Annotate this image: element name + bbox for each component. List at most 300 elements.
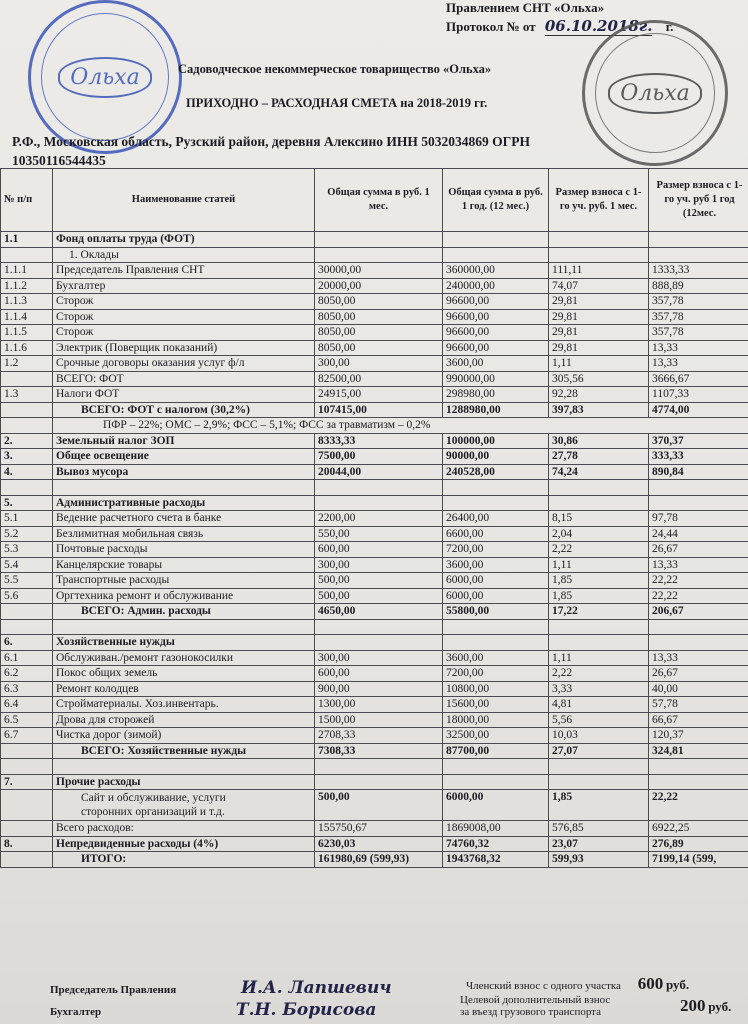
row-year-sum: 6600,00 bbox=[443, 526, 549, 542]
estimate-table bbox=[0, 168, 748, 868]
row-plot-year: 357,78 bbox=[649, 325, 748, 341]
row-number bbox=[1, 759, 53, 775]
row-plot-month: 576,85 bbox=[549, 821, 649, 837]
row-plot-year: 13,33 bbox=[649, 340, 748, 356]
row-plot-year: 26,67 bbox=[649, 542, 748, 558]
row-number: 1.2 bbox=[1, 356, 53, 372]
table-body bbox=[1, 232, 748, 868]
row-name-line: Сайт и обслуживание, услуги bbox=[81, 792, 226, 804]
row-year-sum bbox=[443, 480, 549, 496]
row-month-sum: 7308,33 bbox=[315, 743, 443, 759]
target-fee-amount bbox=[680, 996, 731, 1016]
row-number: 6.2 bbox=[1, 666, 53, 682]
tax-note: ПФР – 22%; ОМС – 2,9%; ФСС – 5,1%; ФСС за травматизм – 0,2% bbox=[53, 418, 748, 434]
table-row bbox=[1, 588, 748, 604]
row-month-sum: 2708,33 bbox=[315, 728, 443, 744]
row-plot-month: 23,07 bbox=[549, 836, 649, 852]
row-plot-year: 370,37 bbox=[649, 433, 748, 449]
row-year-sum: 15600,00 bbox=[443, 697, 549, 713]
row-plot-month bbox=[549, 635, 649, 651]
row-name: Покос общих земель bbox=[53, 666, 315, 682]
row-number: 1.1 bbox=[1, 232, 53, 248]
row-month-sum bbox=[315, 247, 443, 263]
row-plot-year: 324,81 bbox=[649, 743, 748, 759]
left-seal bbox=[28, 0, 182, 154]
row-name: ВСЕГО: Админ. расходы bbox=[53, 604, 315, 620]
row-name: Почтовые расходы bbox=[53, 542, 315, 558]
row-plot-month: 29,81 bbox=[549, 294, 649, 310]
row-name: Фонд оплаты труда (ФОТ) bbox=[53, 232, 315, 248]
row-number: 5.6 bbox=[1, 588, 53, 604]
row-plot-year: 66,67 bbox=[649, 712, 748, 728]
table-row bbox=[1, 418, 748, 434]
row-plot-year: 22,22 bbox=[649, 588, 748, 604]
row-month-sum: 155750,67 bbox=[315, 821, 443, 837]
table-row bbox=[1, 573, 748, 589]
ogrn-line: 10350116544435 bbox=[12, 153, 106, 168]
row-month-sum bbox=[315, 619, 443, 635]
row-year-sum bbox=[443, 619, 549, 635]
row-plot-year bbox=[649, 480, 748, 496]
row-name: Председатель Правления СНТ bbox=[53, 263, 315, 279]
row-month-sum: 6230,03 bbox=[315, 836, 443, 852]
row-month-sum: 300,00 bbox=[315, 650, 443, 666]
row-number bbox=[1, 418, 53, 434]
row-number: 2. bbox=[1, 433, 53, 449]
table-row bbox=[1, 371, 748, 387]
row-plot-month: 29,81 bbox=[549, 340, 649, 356]
row-name: Всего расходов: bbox=[53, 821, 315, 837]
row-month-sum: 300,00 bbox=[315, 557, 443, 573]
row-plot-month: 1,11 bbox=[549, 356, 649, 372]
row-year-sum: 74760,32 bbox=[443, 836, 549, 852]
row-month-sum bbox=[315, 774, 443, 790]
row-name: Сторож bbox=[53, 294, 315, 310]
row-year-sum: 96600,00 bbox=[443, 294, 549, 310]
table-row bbox=[1, 278, 748, 294]
row-number: 6.7 bbox=[1, 728, 53, 744]
row-month-sum: 1500,00 bbox=[315, 712, 443, 728]
seal-logo: Ольха bbox=[58, 57, 152, 98]
target-fee-label-2: за въезд грузового транспорта bbox=[460, 1006, 602, 1018]
row-number: 6.3 bbox=[1, 681, 53, 697]
row-name: Вывоз мусора bbox=[53, 464, 315, 480]
row-month-sum: 2200,00 bbox=[315, 511, 443, 527]
row-name: ВСЕГО: ФОТ с налогом (30,2%) bbox=[53, 402, 315, 418]
row-month-sum bbox=[315, 480, 443, 496]
row-plot-year: 26,67 bbox=[649, 666, 748, 682]
row-number: 5. bbox=[1, 495, 53, 511]
row-year-sum: 6000,00 bbox=[443, 790, 549, 821]
table-row bbox=[1, 666, 748, 682]
row-name: Канцелярские товары bbox=[53, 557, 315, 573]
row-year-sum: 298980,00 bbox=[443, 387, 549, 403]
row-name: Сторож bbox=[53, 325, 315, 341]
row-month-sum: 20000,00 bbox=[315, 278, 443, 294]
target-fee-label-1: Целевой дополнительный взнос bbox=[460, 994, 611, 1006]
row-number bbox=[1, 402, 53, 418]
row-plot-year: 3666,67 bbox=[649, 371, 748, 387]
protocol-date: 06.10.2018г. bbox=[544, 17, 653, 35]
row-plot-year bbox=[649, 247, 748, 263]
col-header-name: Наименование статей bbox=[53, 169, 315, 232]
row-plot-year bbox=[649, 619, 748, 635]
row-month-sum bbox=[315, 759, 443, 775]
row-number: 1.1.1 bbox=[1, 263, 53, 279]
table-row bbox=[1, 681, 748, 697]
row-month-sum: 600,00 bbox=[315, 542, 443, 558]
row-number: 8. bbox=[1, 836, 53, 852]
row-plot-year: 40,00 bbox=[649, 681, 748, 697]
row-plot-month: 74,07 bbox=[549, 278, 649, 294]
table-row bbox=[1, 495, 748, 511]
row-plot-month: 27,07 bbox=[549, 743, 649, 759]
table-spacer-row bbox=[1, 759, 748, 775]
table-row bbox=[1, 464, 748, 480]
table-row bbox=[1, 325, 748, 341]
row-month-sum: 600,00 bbox=[315, 666, 443, 682]
row-year-sum: 6000,00 bbox=[443, 573, 549, 589]
row-plot-month: 1,11 bbox=[549, 650, 649, 666]
row-name: Срочные договоры оказания услуг ф/л bbox=[53, 356, 315, 372]
row-month-sum: 1300,00 bbox=[315, 697, 443, 713]
table-row bbox=[1, 356, 748, 372]
row-plot-month bbox=[549, 619, 649, 635]
row-year-sum: 1943768,32 bbox=[443, 852, 549, 868]
chairman-signature: И.А. Лапшевич bbox=[240, 978, 392, 998]
target-fee-unit: руб. bbox=[708, 999, 732, 1014]
table-row bbox=[1, 790, 748, 821]
row-plot-month bbox=[549, 480, 649, 496]
row-name: Земельный налог ЗОП bbox=[53, 433, 315, 449]
col-header-year: Общая сумма в руб. 1 год. (12 мес.) bbox=[443, 169, 549, 232]
row-plot-month bbox=[549, 759, 649, 775]
row-month-sum: 8050,00 bbox=[315, 294, 443, 310]
row-plot-year: 357,78 bbox=[649, 294, 748, 310]
row-number: 5.1 bbox=[1, 511, 53, 527]
seal-ring bbox=[595, 33, 715, 153]
protocol-suffix: г. bbox=[665, 19, 674, 34]
row-number: 6.4 bbox=[1, 697, 53, 713]
row-plot-year bbox=[649, 774, 748, 790]
row-name: 1. Оклады bbox=[53, 247, 315, 263]
accountant-label: Бухгалтер bbox=[50, 1006, 102, 1018]
row-number: 6.1 bbox=[1, 650, 53, 666]
table-row bbox=[1, 511, 748, 527]
table-row bbox=[1, 449, 748, 465]
address-line: Р.Ф., Московская область, Рузский район, деревня Алексино ИНН 5032034869 ОГРН bbox=[12, 134, 530, 149]
row-name: Общее освещение bbox=[53, 449, 315, 465]
document-title: ПРИХОДНО – РАСХОДНАЯ СМЕТА на 2018-2019 гг. bbox=[186, 96, 488, 110]
col-header-plot-year: Размер взноса с 1-го уч. руб 1 год (12мес. bbox=[649, 169, 748, 232]
row-year-sum: 10800,00 bbox=[443, 681, 549, 697]
row-plot-month: 599,93 bbox=[549, 852, 649, 868]
row-month-sum: 300,00 bbox=[315, 356, 443, 372]
row-year-sum: 96600,00 bbox=[443, 340, 549, 356]
row-year-sum bbox=[443, 247, 549, 263]
row-year-sum: 18000,00 bbox=[443, 712, 549, 728]
row-number bbox=[1, 821, 53, 837]
row-month-sum: 30000,00 bbox=[315, 263, 443, 279]
row-year-sum: 55800,00 bbox=[443, 604, 549, 620]
row-name: Хозяйственные нужды bbox=[53, 635, 315, 651]
row-name: Дрова для сторожей bbox=[53, 712, 315, 728]
board-approval: Правлением СНТ «Ольха» bbox=[446, 0, 605, 15]
row-month-sum bbox=[315, 635, 443, 651]
row-month-sum: 550,00 bbox=[315, 526, 443, 542]
row-year-sum: 26400,00 bbox=[443, 511, 549, 527]
row-year-sum bbox=[443, 635, 549, 651]
row-plot-month: 5,56 bbox=[549, 712, 649, 728]
row-number: 4. bbox=[1, 464, 53, 480]
table-row bbox=[1, 743, 748, 759]
table-row bbox=[1, 821, 748, 837]
row-name: Ведение расчетного счета в банке bbox=[53, 511, 315, 527]
seal-ring bbox=[41, 13, 169, 141]
row-year-sum bbox=[443, 232, 549, 248]
row-plot-year: 22,22 bbox=[649, 790, 748, 821]
table-spacer-row bbox=[1, 619, 748, 635]
row-name: Бухгалтер bbox=[53, 278, 315, 294]
row-plot-month: 17,22 bbox=[549, 604, 649, 620]
table-row bbox=[1, 294, 748, 310]
row-year-sum: 7200,00 bbox=[443, 666, 549, 682]
row-plot-month: 2,04 bbox=[549, 526, 649, 542]
table-row bbox=[1, 836, 748, 852]
row-name: Стройматериалы. Хоз.инвентарь. bbox=[53, 697, 315, 713]
right-seal bbox=[582, 20, 728, 166]
row-number: 5.2 bbox=[1, 526, 53, 542]
table-row bbox=[1, 387, 748, 403]
row-name bbox=[53, 790, 315, 821]
row-month-sum: 500,00 bbox=[315, 588, 443, 604]
row-month-sum: 8050,00 bbox=[315, 325, 443, 341]
row-plot-month: 29,81 bbox=[549, 325, 649, 341]
row-number bbox=[1, 480, 53, 496]
row-plot-year: 24,44 bbox=[649, 526, 748, 542]
row-number bbox=[1, 790, 53, 821]
row-plot-year: 357,78 bbox=[649, 309, 748, 325]
row-plot-month: 3,33 bbox=[549, 681, 649, 697]
row-plot-month: 10,03 bbox=[549, 728, 649, 744]
row-year-sum: 3600,00 bbox=[443, 650, 549, 666]
row-number: 1.1.5 bbox=[1, 325, 53, 341]
table-row bbox=[1, 526, 748, 542]
row-name bbox=[53, 619, 315, 635]
row-plot-year bbox=[649, 759, 748, 775]
seal-logo: Ольха bbox=[608, 73, 702, 114]
row-number bbox=[1, 247, 53, 263]
row-month-sum: 4650,00 bbox=[315, 604, 443, 620]
row-name: Ремонт колодцев bbox=[53, 681, 315, 697]
row-number bbox=[1, 371, 53, 387]
row-name: Оргтехника ремонт и обслуживание bbox=[53, 588, 315, 604]
row-plot-year: 120,37 bbox=[649, 728, 748, 744]
row-month-sum: 900,00 bbox=[315, 681, 443, 697]
row-name: Безлимитная мобильная связь bbox=[53, 526, 315, 542]
accountant-signature-line bbox=[50, 1000, 376, 1020]
row-year-sum: 990000,00 bbox=[443, 371, 549, 387]
table-row bbox=[1, 557, 748, 573]
row-plot-month: 8,15 bbox=[549, 511, 649, 527]
row-name bbox=[53, 480, 315, 496]
row-plot-year bbox=[649, 232, 748, 248]
table-row bbox=[1, 635, 748, 651]
row-name: Налоги ФОТ bbox=[53, 387, 315, 403]
row-year-sum: 360000,00 bbox=[443, 263, 549, 279]
row-number bbox=[1, 604, 53, 620]
row-plot-year: 4774,00 bbox=[649, 402, 748, 418]
row-plot-month: 27,78 bbox=[549, 449, 649, 465]
row-year-sum: 1288980,00 bbox=[443, 402, 549, 418]
row-number: 1.1.4 bbox=[1, 309, 53, 325]
row-plot-year: 206,67 bbox=[649, 604, 748, 620]
row-year-sum: 96600,00 bbox=[443, 309, 549, 325]
row-name bbox=[53, 759, 315, 775]
row-month-sum: 8050,00 bbox=[315, 340, 443, 356]
table-row bbox=[1, 852, 748, 868]
target-fee bbox=[460, 994, 610, 1018]
member-fee-unit: руб. bbox=[665, 977, 690, 992]
row-plot-month: 1,85 bbox=[549, 790, 649, 821]
row-number: 6.5 bbox=[1, 712, 53, 728]
table-header-row bbox=[1, 169, 748, 232]
row-plot-month bbox=[549, 774, 649, 790]
chairman-label: Председатель Правления bbox=[50, 984, 177, 996]
row-plot-month: 29,81 bbox=[549, 309, 649, 325]
member-fee bbox=[466, 974, 689, 994]
row-year-sum: 3600,00 bbox=[443, 356, 549, 372]
row-plot-month: 1,11 bbox=[549, 557, 649, 573]
row-name: Сторож bbox=[53, 309, 315, 325]
row-number: 5.3 bbox=[1, 542, 53, 558]
row-year-sum bbox=[443, 495, 549, 511]
row-number: 6. bbox=[1, 635, 53, 651]
row-plot-year: 13,33 bbox=[649, 650, 748, 666]
table-row bbox=[1, 712, 748, 728]
table-row bbox=[1, 232, 748, 248]
accountant-signature: Т.Н. Борисова bbox=[235, 1000, 377, 1020]
row-plot-month bbox=[549, 495, 649, 511]
protocol-label: Протокол № от bbox=[446, 19, 536, 34]
table-row bbox=[1, 542, 748, 558]
row-plot-year bbox=[649, 635, 748, 651]
row-plot-year: 13,33 bbox=[649, 356, 748, 372]
row-month-sum: 8333,33 bbox=[315, 433, 443, 449]
row-year-sum: 96600,00 bbox=[443, 325, 549, 341]
row-number: 5.5 bbox=[1, 573, 53, 589]
row-year-sum: 3600,00 bbox=[443, 557, 549, 573]
row-number bbox=[1, 743, 53, 759]
row-plot-year: 1107,33 bbox=[649, 387, 748, 403]
row-plot-month: 92,28 bbox=[549, 387, 649, 403]
row-number: 1.1.6 bbox=[1, 340, 53, 356]
row-plot-month: 1,85 bbox=[549, 588, 649, 604]
row-year-sum: 1869008,00 bbox=[443, 821, 549, 837]
row-name: ВСЕГО: ФОТ bbox=[53, 371, 315, 387]
row-name: Обслуживан./ремонт газонокосилки bbox=[53, 650, 315, 666]
table-row bbox=[1, 774, 748, 790]
row-name: Прочие расходы bbox=[53, 774, 315, 790]
table-row bbox=[1, 728, 748, 744]
row-month-sum: 7500,00 bbox=[315, 449, 443, 465]
row-year-sum: 7200,00 bbox=[443, 542, 549, 558]
row-year-sum: 87700,00 bbox=[443, 743, 549, 759]
row-month-sum: 20044,00 bbox=[315, 464, 443, 480]
table-row bbox=[1, 697, 748, 713]
row-plot-year: 888,89 bbox=[649, 278, 748, 294]
row-month-sum bbox=[315, 232, 443, 248]
row-name: Электрик (Поверщик показаний) bbox=[53, 340, 315, 356]
row-plot-year: 333,33 bbox=[649, 449, 748, 465]
row-number: 7. bbox=[1, 774, 53, 790]
row-number: 1.1.3 bbox=[1, 294, 53, 310]
row-month-sum bbox=[315, 495, 443, 511]
row-name: Транспортные расходы bbox=[53, 573, 315, 589]
row-plot-month: 397,83 bbox=[549, 402, 649, 418]
row-month-sum: 161980,69 (599,93) bbox=[315, 852, 443, 868]
row-year-sum: 240000,00 bbox=[443, 278, 549, 294]
row-plot-year: 1333,33 bbox=[649, 263, 748, 279]
row-month-sum: 500,00 bbox=[315, 573, 443, 589]
row-name: Чистка дорог (зимой) bbox=[53, 728, 315, 744]
row-number bbox=[1, 619, 53, 635]
row-month-sum: 500,00 bbox=[315, 790, 443, 821]
table-row bbox=[1, 433, 748, 449]
row-plot-month: 4,81 bbox=[549, 697, 649, 713]
row-plot-year: 890,84 bbox=[649, 464, 748, 480]
row-number: 3. bbox=[1, 449, 53, 465]
row-year-sum bbox=[443, 759, 549, 775]
row-number: 1.3 bbox=[1, 387, 53, 403]
row-plot-year: 97,78 bbox=[649, 511, 748, 527]
row-plot-month bbox=[549, 247, 649, 263]
row-name: ИТОГО: bbox=[53, 852, 315, 868]
member-fee-value: 600 bbox=[637, 974, 664, 993]
row-name: Административные расходы bbox=[53, 495, 315, 511]
row-year-sum bbox=[443, 774, 549, 790]
row-month-sum: 8050,00 bbox=[315, 309, 443, 325]
row-year-sum: 32500,00 bbox=[443, 728, 549, 744]
row-month-sum: 107415,00 bbox=[315, 402, 443, 418]
row-month-sum: 82500,00 bbox=[315, 371, 443, 387]
table-row bbox=[1, 309, 748, 325]
row-plot-month: 30,86 bbox=[549, 433, 649, 449]
row-plot-year: 22,22 bbox=[649, 573, 748, 589]
table-row bbox=[1, 604, 748, 620]
table-row bbox=[1, 650, 748, 666]
row-plot-year: 13,33 bbox=[649, 557, 748, 573]
col-header-month: Общая сумма в руб. 1 мес. bbox=[315, 169, 443, 232]
table-row bbox=[1, 247, 748, 263]
row-name: ВСЕГО: Хозяйственные нужды bbox=[53, 743, 315, 759]
row-name: Непредвиденные расходы (4%) bbox=[53, 836, 315, 852]
row-year-sum: 90000,00 bbox=[443, 449, 549, 465]
col-header-number: № п/п bbox=[1, 169, 53, 232]
row-plot-year: 57,78 bbox=[649, 697, 748, 713]
row-number bbox=[1, 852, 53, 868]
row-plot-month: 111,11 bbox=[549, 263, 649, 279]
row-name-line: сторонних организаций и т.д. bbox=[81, 806, 225, 818]
member-fee-label: Членский взнос с одного участка bbox=[466, 980, 621, 992]
row-year-sum: 240528,00 bbox=[443, 464, 549, 480]
row-plot-month: 2,22 bbox=[549, 542, 649, 558]
row-plot-month: 305,56 bbox=[549, 371, 649, 387]
table-row bbox=[1, 263, 748, 279]
table-row bbox=[1, 402, 748, 418]
row-month-sum: 24915,00 bbox=[315, 387, 443, 403]
row-plot-month bbox=[549, 232, 649, 248]
